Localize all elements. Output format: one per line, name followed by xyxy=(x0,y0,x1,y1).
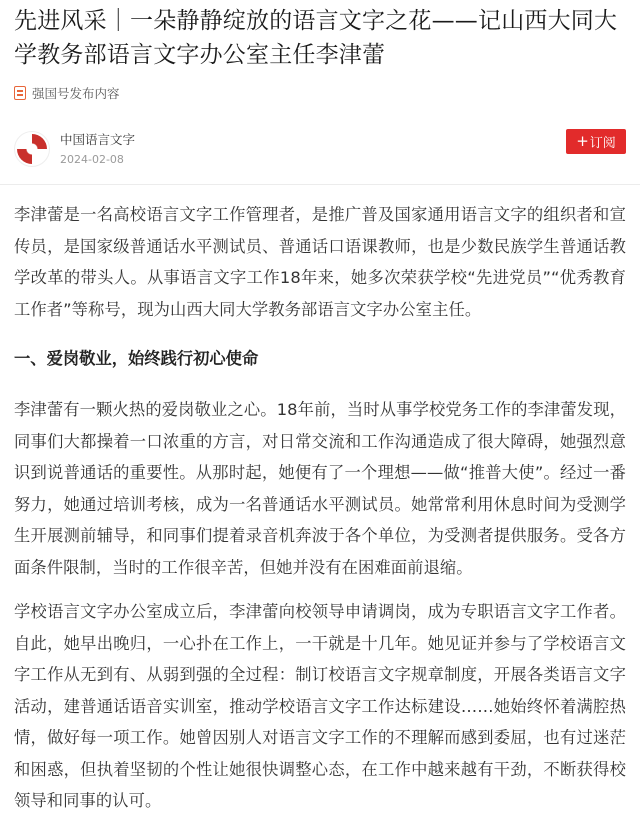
author-name[interactable]: 中国语言文字 xyxy=(60,131,136,147)
source-line xyxy=(14,82,626,104)
paragraph-intro: 李津蕾是一名高校语言文字工作管理者，是推广普及国家通用语言文字的组织者和宣传员，是国家级普通话水平测试员、普通话口语课教师，也是少数民族学生普通话教学改革的带头人。从事语言文字工作18年来，她多次荣获学校“先进党员”“优秀教育工作者”等称号，现为山西大同大学教务部语言文字办公室主任。 xyxy=(14,205,626,319)
section-heading: 一、爱岗敬业，始终践行初心使命 xyxy=(14,349,259,368)
subscribe-button[interactable] xyxy=(566,129,626,154)
document-icon xyxy=(14,86,26,100)
subscribe-label: 订阅 xyxy=(589,136,616,151)
source-label: 强国号发布内容 xyxy=(32,86,120,101)
article-page xyxy=(0,4,640,817)
author-row xyxy=(14,126,626,172)
article-title: 先进风采｜一朵静静绽放的语言文字之花——记山西大同大学教务部语言文字办公室主任李津蕾 xyxy=(14,8,618,68)
paragraph: 学校语言文字办公室成立后，李津蕾向校领导申请调岗，成为专职语言文字工作者。自此，她早出晚归，一心扑在工作上，一干就是十几年。她见证并参与了学校语言文字工作从无到有、从弱到强的全过程：制订校语言文字规章制度，开展各类语言文字活动，建普通话语音实训室，推动学校语言文字工作达标建设……她始终怀着满腔热情，做好每一项工作。她曾因别人对语言文字工作的不理解而感到委屈，也有过迷茫和困惑，但执着坚韧的个性让她很快调整心态，在工作中越来越有干劲，不断获得校领导和同事的认可。 xyxy=(14,602,626,810)
avatar[interactable] xyxy=(14,131,50,167)
paragraph: 李津蕾有一颗火热的爱岗敬业之心。18年前，当时从事学校党务工作的李津蕾发现，同事们大都操着一口浓重的方言，对日常交流和工作沟通造成了很大障碍，她强烈意识到说普通话的重要性。从那时起，她便有了一个理想——做“推普大使”。经过一番努力，她通过培训考核，成为一名普通话水平测试员。她常常利用休息时间为受测学生开展测前辅导，和同事们提着录音机奔波于各个单位，为受测者提供服务。受各方面条件限制，当时的工作很辛苦，但她并没有在困难面前退缩。 xyxy=(14,400,626,577)
publish-date: 2024-02-08 xyxy=(60,152,124,166)
article-body xyxy=(14,185,626,817)
author-meta xyxy=(60,131,135,168)
plus-icon: + xyxy=(576,132,589,150)
logo-icon xyxy=(17,134,47,164)
